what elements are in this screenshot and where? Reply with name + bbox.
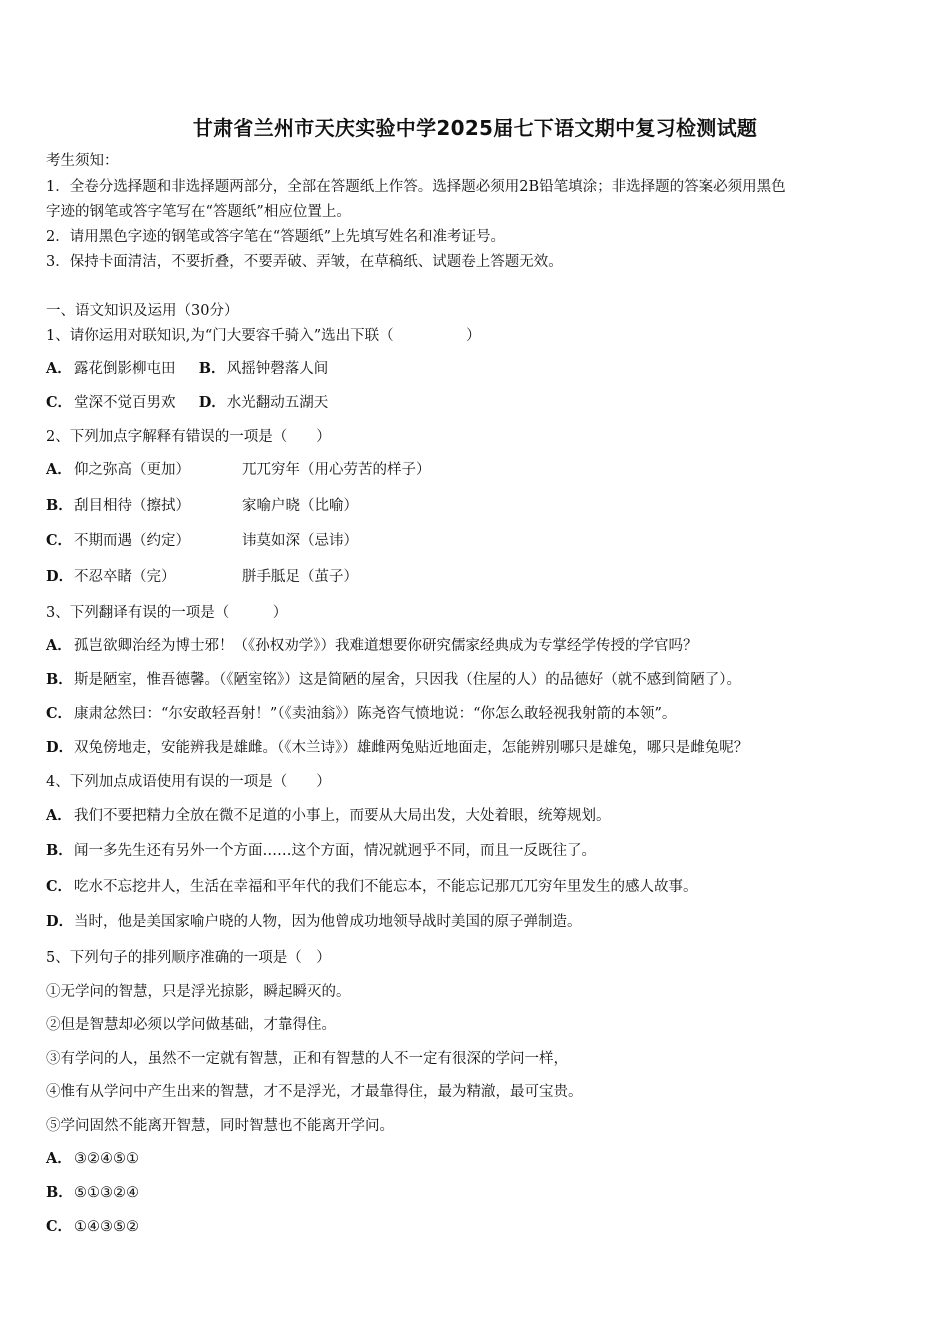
q4-option <box>46 841 596 861</box>
option-label: C． <box>46 394 73 411</box>
option-text: 闻一多先生还有另外一个方面……这个方面，情况就迥乎不同，而且一反既往了。 <box>74 843 596 859</box>
option-label: D． <box>46 568 74 585</box>
option-text: 刮目相待（擦拭） <box>74 498 190 514</box>
option-text: 堂深不觉百男欢 <box>74 395 176 411</box>
question-1-stem: 1、请你运用对联知识,为“门大要容千骑入”选出下联（ ） <box>46 328 481 344</box>
q3-option <box>46 636 698 656</box>
option-label: C． <box>46 705 73 722</box>
q1-option-row <box>46 359 328 379</box>
q5-option <box>46 1183 139 1203</box>
option-label: C． <box>46 878 73 895</box>
option-text: ①④③⑤② <box>74 1219 139 1235</box>
question-5-stem: 5、下列句子的排列顺序准确的一项是（ ） <box>46 950 331 966</box>
option-text: 风摇钟磬落人间 <box>226 361 329 377</box>
question-2-stem: 2、下列加点字解释有错误的一项是（ ） <box>46 429 331 445</box>
notice-heading: 考生须知： <box>46 153 119 169</box>
option-label: B． <box>46 842 73 859</box>
option-label: B． <box>46 497 73 514</box>
option-label: A． <box>46 461 72 478</box>
option-text: 当时，他是美国家喻户晓的人物，因为他曾成功地领导战时美国的原子弹制造。 <box>74 914 582 930</box>
option-text: 康肃忿然曰：“尔安敢轻吾射！”（《卖油翁》）陈尧咨气愤地说：“你怎么敢轻视我射箭的本领”。 <box>74 706 677 722</box>
q5-option <box>46 1149 139 1169</box>
notice-item: 1．全卷分选择题和非选择题两部分，全部在答题纸上作答。选择题必须用2B铅笔填涂；非选择题的答案必须用黑色 <box>46 179 786 195</box>
q4-option <box>46 912 582 932</box>
option-label: A． <box>46 637 72 654</box>
page-title: 甘肃省兰州市天庆实验中学2025届七下语文期中复习检测试题 <box>192 116 758 140</box>
q3-option <box>46 738 748 758</box>
question-3-stem: 3、下列翻译有误的一项是（ ） <box>46 605 288 621</box>
option-label: C． <box>46 1218 73 1235</box>
option-label: D． <box>46 913 74 930</box>
q5-sentence: ④惟有从学问中产生出来的智慧，才不是浮光，才最靠得住，最为精澈，最可宝贵。 <box>46 1084 583 1100</box>
option-text: 水光翻动五湖天 <box>226 395 329 411</box>
question-4-stem: 4、下列加点成语使用有误的一项是（ ） <box>46 774 331 790</box>
option-text-right: 胼手胝足（茧子） <box>242 569 358 585</box>
option-text: 不期而遇（约定） <box>74 533 190 549</box>
q5-sentence: ①无学问的智慧，只是浮光掠影，瞬起瞬灭的。 <box>46 984 351 1000</box>
option-text: 吃水不忘挖井人，生活在幸福和平年代的我们不能忘本，不能忘记那兀兀穷年里发生的感人故事。 <box>74 879 698 895</box>
option-label: C． <box>46 532 73 549</box>
option-label: B． <box>46 671 73 688</box>
option-label: A． <box>46 360 72 377</box>
option-label: D． <box>198 394 226 411</box>
option-label: A． <box>46 807 72 824</box>
option-label: B． <box>198 360 226 377</box>
option-label: B． <box>46 1184 73 1201</box>
option-text: 我们不要把精力全放在微不足道的小事上，而要从大局出发，大处着眼，统筹规划。 <box>74 808 611 824</box>
section-heading: 一、语文知识及运用（30分） <box>46 303 239 319</box>
option-text: 露花倒影柳屯田 <box>74 361 176 377</box>
q2-option-row <box>46 496 190 516</box>
option-text: 不忍卒睹（完） <box>74 569 176 585</box>
q2-option-row <box>46 531 190 551</box>
q5-sentence: ⑤学问固然不能离开智慧，同时智慧也不能离开学问。 <box>46 1118 394 1134</box>
option-text: 双兔傍地走，安能辨我是雄雌。（《木兰诗》）雄雌两兔贴近地面走，怎能辨别哪只是雄兔，哪只是雌兔呢？ <box>74 740 749 756</box>
q4-option <box>46 877 698 897</box>
notice-item: 字迹的钢笔或答字笔写在“答题纸”相应位置上。 <box>46 204 351 220</box>
q3-option <box>46 670 741 690</box>
option-text-right: 讳莫如深（忌讳） <box>242 533 358 549</box>
q5-option <box>46 1217 139 1237</box>
option-label: D． <box>46 739 74 756</box>
option-text: ③②④⑤① <box>74 1151 139 1167</box>
option-text: ⑤①③②④ <box>74 1185 139 1201</box>
q5-sentence: ③有学问的人，虽然不一定就有智慧，正和有智慧的人不一定有很深的学问一样， <box>46 1051 568 1067</box>
option-text-right: 家喻户晓（比喻） <box>242 498 358 514</box>
q1-option-row <box>46 393 328 413</box>
q3-option <box>46 704 676 724</box>
option-label: A． <box>46 1150 72 1167</box>
option-text: 仰之弥高（更加） <box>74 462 190 478</box>
q5-sentence: ②但是智慧却必须以学问做基础，才靠得住。 <box>46 1017 336 1033</box>
option-text: 孤岂欲卿治经为博士邪！（《孙权劝学》）我难道想要你研究儒家经典成为专掌经学传授的学官吗？ <box>74 638 698 654</box>
q2-option-row <box>46 460 190 480</box>
option-text-right: 兀兀穷年（用心劳苦的样子） <box>242 462 431 478</box>
q2-option-row <box>46 567 176 587</box>
q4-option <box>46 806 611 826</box>
notice-item: 2．请用黑色字迹的钢笔或答字笔在“答题纸”上先填写姓名和准考证号。 <box>46 229 506 245</box>
notice-item: 3．保持卡面清洁，不要折叠，不要弄破、弄皱，在草稿纸、试题卷上答题无效。 <box>46 254 563 270</box>
option-text: 斯是陋室，惟吾德馨。（《陋室铭》）这是简陋的屋舍，只因我（住屋的人）的品德好（就不感到简陋了）。 <box>74 672 741 688</box>
